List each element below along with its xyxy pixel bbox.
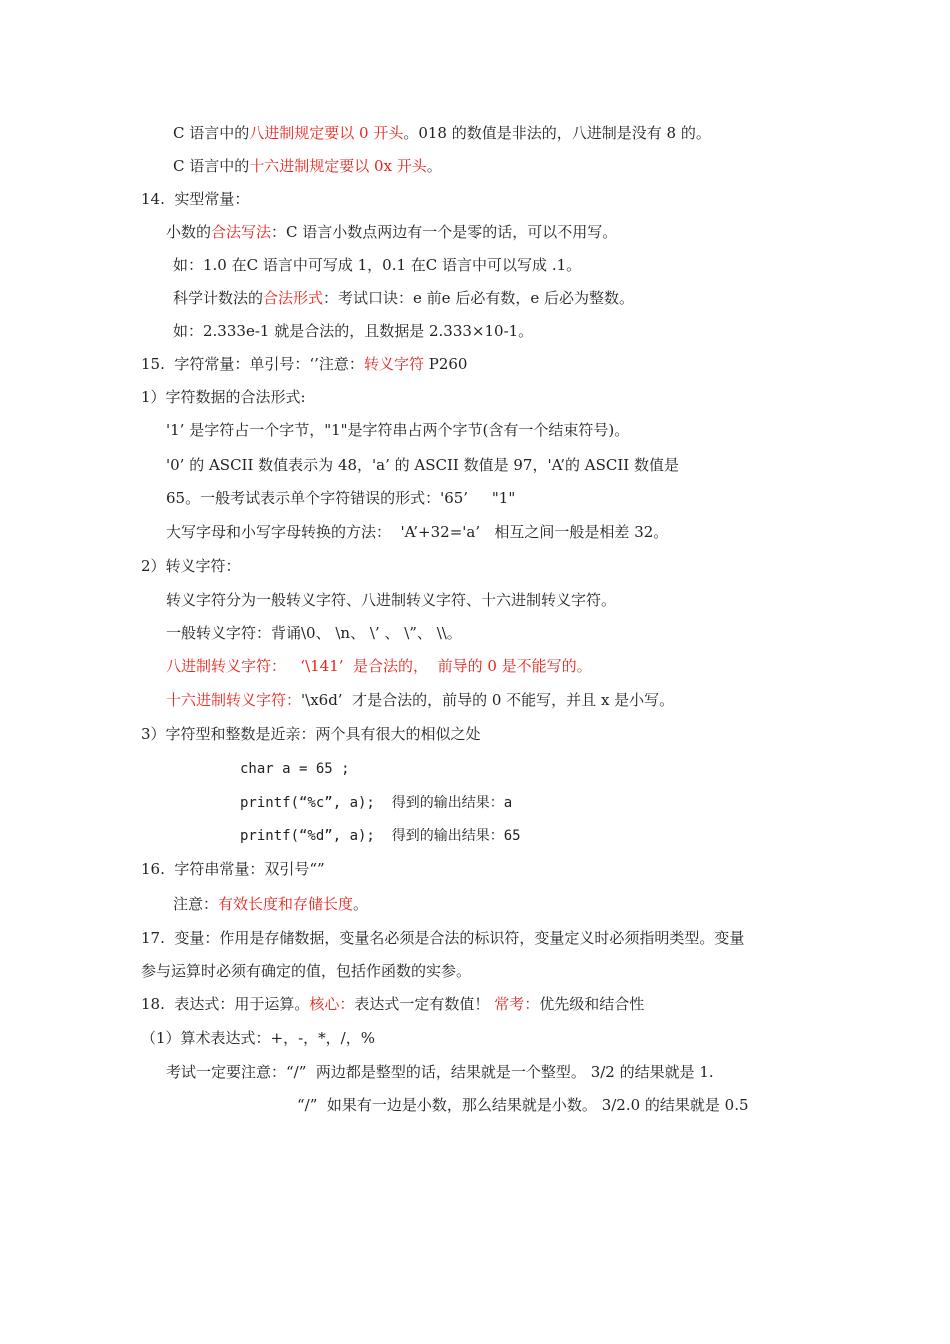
escape-types-line	[166, 590, 616, 610]
text-run: P260	[423, 355, 468, 373]
text-run: 2）转义字符：	[141, 557, 241, 575]
text-run: 参与运算时必须有确定的值，包括作函数的实参。	[141, 962, 472, 980]
highlight-text: 合法写法	[211, 223, 272, 241]
text-run: 表达式一定有数值！	[354, 995, 495, 1013]
code-text: printf(“%c”, a); 得到的输出结果：a	[240, 795, 513, 811]
section-17-cont	[141, 961, 471, 981]
text-run: 16. 字符串常量：双引号“”	[141, 860, 325, 878]
code-line-3	[240, 826, 521, 846]
highlight-text: 八进制规定要以 0 开头	[249, 124, 404, 142]
text-run: 一般转义字符：背诵\0、 \n、 \’ 、 \”、 \\。	[166, 624, 462, 642]
text-run: 注意：	[173, 895, 219, 913]
text-run: 17. 变量：作用是存储数据，变量名必须是合法的标识符，变量定义时必须指明类型。变量	[141, 929, 745, 947]
code-line-1	[240, 759, 350, 779]
code-line-2	[240, 793, 512, 813]
text-run: 考试一定要注意：“/” 两边都是整型的话，结果就是一个整型。 3/2 的结果就是 1.	[166, 1063, 714, 1081]
highlight-text: 十六进制转义字符：	[166, 691, 302, 709]
text-run: 科学计数法的	[173, 289, 264, 307]
text-run: 15. 字符常量：单引号：‘’注意：	[141, 355, 364, 373]
highlight-text: 转义字符	[363, 355, 424, 373]
highlight-text: 核心：	[309, 995, 355, 1013]
subsection-1-heading	[141, 387, 306, 407]
text-run: 优先级和结合性	[539, 995, 645, 1013]
text-run: 大写字母和小写字母转换的方法： 'A’+32='a’ 相互之间一般是相差 32。	[166, 523, 669, 541]
text-run: 如：2.333e-1 就是合法的，且数据是 2.333×10-1。	[173, 322, 534, 340]
text-run: 转义字符分为一般转义字符、八进制转义字符、十六进制转义字符。	[166, 591, 617, 609]
text-run: 小数的	[166, 223, 212, 241]
division-rule-line-2	[297, 1095, 749, 1115]
text-run: '\x6d’ 才是合法的，前导的 0 不能写，并且 x 是小写。	[301, 691, 675, 709]
text-run: 1）字符数据的合法形式:	[141, 388, 306, 406]
text-run: 18. 表达式：用于运算。	[141, 995, 310, 1013]
text-run: 如：1.0 在C 语言中可写成 1，0.1 在C 语言中可以写成 .1。	[173, 256, 582, 274]
text-run: “/” 如果有一边是小数，那么结果就是小数。 3/2.0 的结果就是 0.5	[297, 1096, 749, 1114]
octal-rule-line	[173, 123, 711, 143]
decimal-example-line	[173, 255, 581, 275]
highlight-text: 八进制转义字符： ‘\141’ 是合法的， 前导的 0 是不能写的。	[166, 657, 592, 675]
text-run: 65。一般考试表示单个字符错误的形式：'65’ "1"	[166, 489, 516, 507]
text-run: 3）字符型和整数是近亲：两个具有很大的相似之处	[141, 725, 481, 743]
char-string-line	[166, 420, 629, 440]
section-17-heading	[141, 928, 744, 948]
case-conversion-line	[166, 522, 668, 542]
code-text: printf(“%d”, a); 得到的输出结果：65	[240, 828, 521, 844]
hex-escape-line	[166, 690, 674, 710]
ascii-values-line-cont	[166, 488, 515, 508]
subsection-2-heading	[141, 556, 241, 576]
section-16-heading	[141, 859, 325, 879]
highlight-text: 十六进制规定要以 0x 开头	[249, 157, 427, 175]
text-run: ：C 语言小数点两边有一个是零的话，可以不用写。	[271, 223, 618, 241]
scientific-rule-line	[173, 288, 634, 308]
highlight-text: 常考：	[494, 995, 540, 1013]
text-run: 。018 的数值是非法的，八进制是没有 8 的。	[403, 124, 711, 142]
section-14-heading	[141, 189, 249, 209]
general-escape-line	[166, 623, 462, 643]
text-run: 。	[426, 157, 442, 175]
highlight-text: 有效长度和存储长度	[218, 895, 354, 913]
text-run: （1）算术表达式：+，-，*，/，%	[141, 1029, 375, 1047]
text-run: C 语言中的	[173, 157, 250, 175]
text-run: 。	[353, 895, 369, 913]
code-text: char a = 65 ;	[240, 761, 350, 777]
subsection-3-heading	[141, 724, 481, 744]
text-run: '1’ 是字符占一个字节，"1"是字符串占两个字节(含有一个结束符号)。	[166, 421, 630, 439]
octal-escape-line	[166, 656, 592, 676]
text-run: '0’ 的 ASCII 数值表示为 48，'a’ 的 ASCII 数值是 97，'A’的 ASCII 数值是	[166, 456, 679, 474]
section-18-heading	[141, 994, 644, 1014]
hex-rule-line	[173, 156, 442, 176]
string-note-line	[173, 894, 368, 914]
division-rule-line-1	[166, 1062, 714, 1082]
text-run: ：考试口诀：e 前e 后必有数，e 后必为整数。	[323, 289, 634, 307]
text-run: C 语言中的	[173, 124, 250, 142]
text-run: 14. 实型常量：	[141, 190, 250, 208]
section-15-heading	[141, 354, 467, 374]
arithmetic-heading	[141, 1028, 375, 1048]
decimal-rule-line	[166, 222, 617, 242]
ascii-values-line	[166, 455, 679, 475]
scientific-example-line	[173, 321, 533, 341]
highlight-text: 合法形式	[263, 289, 324, 307]
